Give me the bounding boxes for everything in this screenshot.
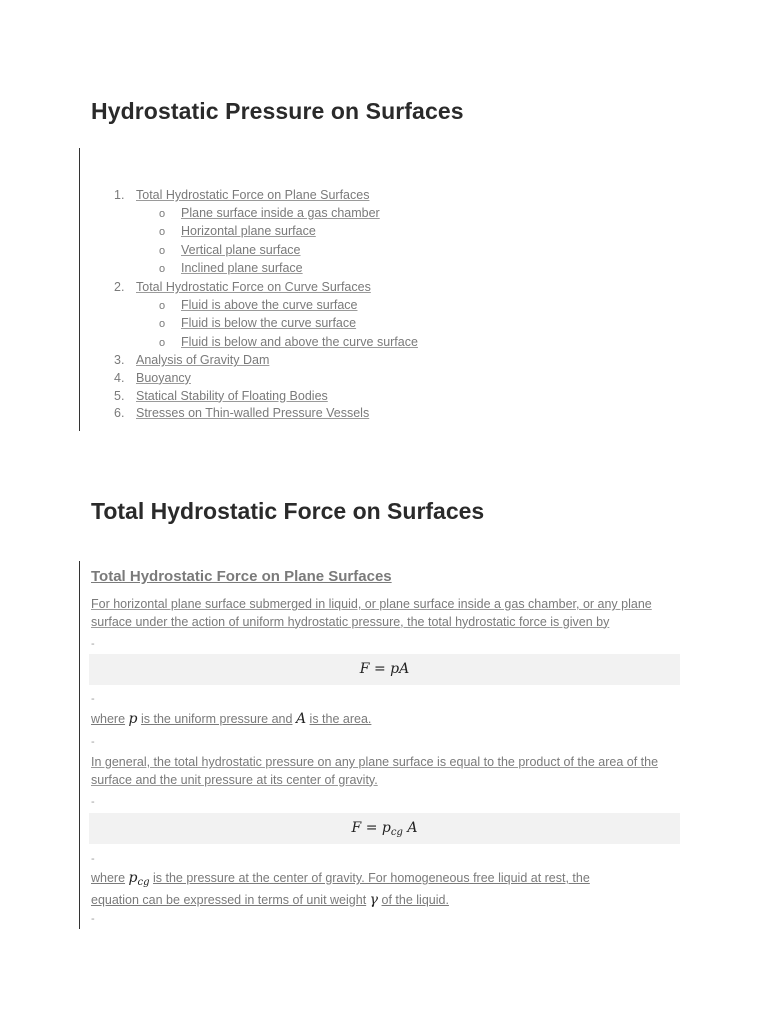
toc-item-2[interactable] <box>114 279 418 297</box>
toc-number: 5. <box>114 388 125 403</box>
math-base: p <box>128 870 138 886</box>
toc-item-3[interactable] <box>114 352 418 370</box>
subsection-heading[interactable]: Total Hydrostatic Force on Plane Surfaces <box>91 568 392 585</box>
toc-subitem[interactable] <box>114 297 418 316</box>
formula-block <box>89 813 680 844</box>
text-description: equation can be expressed in terms of unit weight <box>91 892 367 907</box>
formula-text: A <box>407 820 418 836</box>
bullet-icon: o <box>159 244 166 257</box>
toc-link[interactable]: Stresses on Thin-walled Pressure Vessels <box>136 406 370 421</box>
text-description: is the pressure at the center of gravity. For homogeneous free liquid at rest, the <box>153 871 590 885</box>
math-symbol-pcg <box>129 870 150 892</box>
toc-subitem[interactable] <box>114 223 418 242</box>
formula-text: F = pA <box>359 661 410 677</box>
toc-list <box>114 187 418 423</box>
toc-link[interactable]: Vertical plane surface <box>181 242 301 257</box>
toc-subitem[interactable] <box>114 315 418 334</box>
paragraph-where-1 <box>91 711 681 729</box>
math-symbol-p: p <box>128 711 138 727</box>
math-symbol-A: A <box>295 711 307 727</box>
text-where: where <box>91 712 126 726</box>
separator-dash: - <box>91 638 95 650</box>
toc-link[interactable]: Total Hydrostatic Force on Curve Surfaces <box>136 279 371 294</box>
paragraph-where-2 <box>91 870 681 909</box>
toc-subitem[interactable] <box>114 334 418 353</box>
bullet-icon: o <box>159 318 166 331</box>
toc-link[interactable]: Plane surface inside a gas chamber <box>181 205 380 220</box>
separator-dash: - <box>91 693 95 705</box>
toc-item-4[interactable] <box>114 370 418 388</box>
toc-item-5[interactable] <box>114 388 418 406</box>
separator-dash: - <box>91 796 95 808</box>
toc-number: 2. <box>114 279 125 294</box>
page-title: Hydrostatic Pressure on Surfaces <box>91 98 464 124</box>
bullet-icon: o <box>159 226 166 239</box>
formula-block <box>89 654 680 685</box>
toc-link[interactable]: Fluid is below the curve surface <box>181 316 357 331</box>
toc-number: 3. <box>114 353 125 368</box>
math-symbol-gamma: γ <box>369 891 379 908</box>
toc-subitem[interactable] <box>114 242 418 261</box>
bullet-icon: o <box>159 263 166 276</box>
toc-number: 4. <box>114 370 125 385</box>
content-section <box>79 561 690 929</box>
toc-link[interactable]: Horizontal plane surface <box>181 224 316 239</box>
toc-subitem[interactable] <box>114 260 418 279</box>
bullet-icon: o <box>159 299 166 312</box>
formula-text: F = p <box>351 820 391 836</box>
formula-subscript: cg <box>390 827 403 838</box>
toc-link[interactable]: Total Hydrostatic Force on Plane Surfaces <box>136 188 370 202</box>
bullet-icon: o <box>159 207 166 220</box>
text-description: is the area. <box>309 712 372 726</box>
text-where: where <box>91 871 126 885</box>
toc-link[interactable]: Inclined plane surface <box>181 261 303 276</box>
table-of-contents <box>79 148 700 431</box>
toc-link[interactable]: Buoyancy <box>136 370 191 385</box>
toc-item-6[interactable] <box>114 405 418 423</box>
toc-link[interactable]: Fluid is above the curve surface <box>181 297 358 312</box>
separator-dash: - <box>91 913 95 925</box>
toc-number: 1. <box>114 188 125 202</box>
separator-dash: - <box>91 736 95 748</box>
math-subscript: cg <box>137 877 150 888</box>
toc-link[interactable]: Fluid is below and above the curve surface <box>181 334 418 349</box>
toc-number: 6. <box>114 406 125 421</box>
toc-link[interactable]: Analysis of Gravity Dam <box>136 353 270 368</box>
text-description: of the liquid. <box>381 892 449 907</box>
text-description: is the uniform pressure and <box>140 712 293 726</box>
paragraph-general: In general, the total hydrostatic pressure on any plane surface is equal to the product of the area of the surface and the unit pressure at its center of gravity. <box>91 755 659 787</box>
bullet-icon: o <box>159 336 166 349</box>
separator-dash: - <box>91 853 95 865</box>
paragraph-intro: For horizontal plane surface submerged in liquid, or plane surface inside a gas chamber, or any plane surface under the action of uniform hydrostatic pressure, the total hydrostatic force is given by <box>91 597 652 629</box>
toc-link[interactable]: Statical Stability of Floating Bodies <box>136 388 328 403</box>
toc-item-1[interactable] <box>114 187 418 205</box>
toc-subitem[interactable] <box>114 205 418 224</box>
section-title: Total Hydrostatic Force on Surfaces <box>91 498 485 524</box>
